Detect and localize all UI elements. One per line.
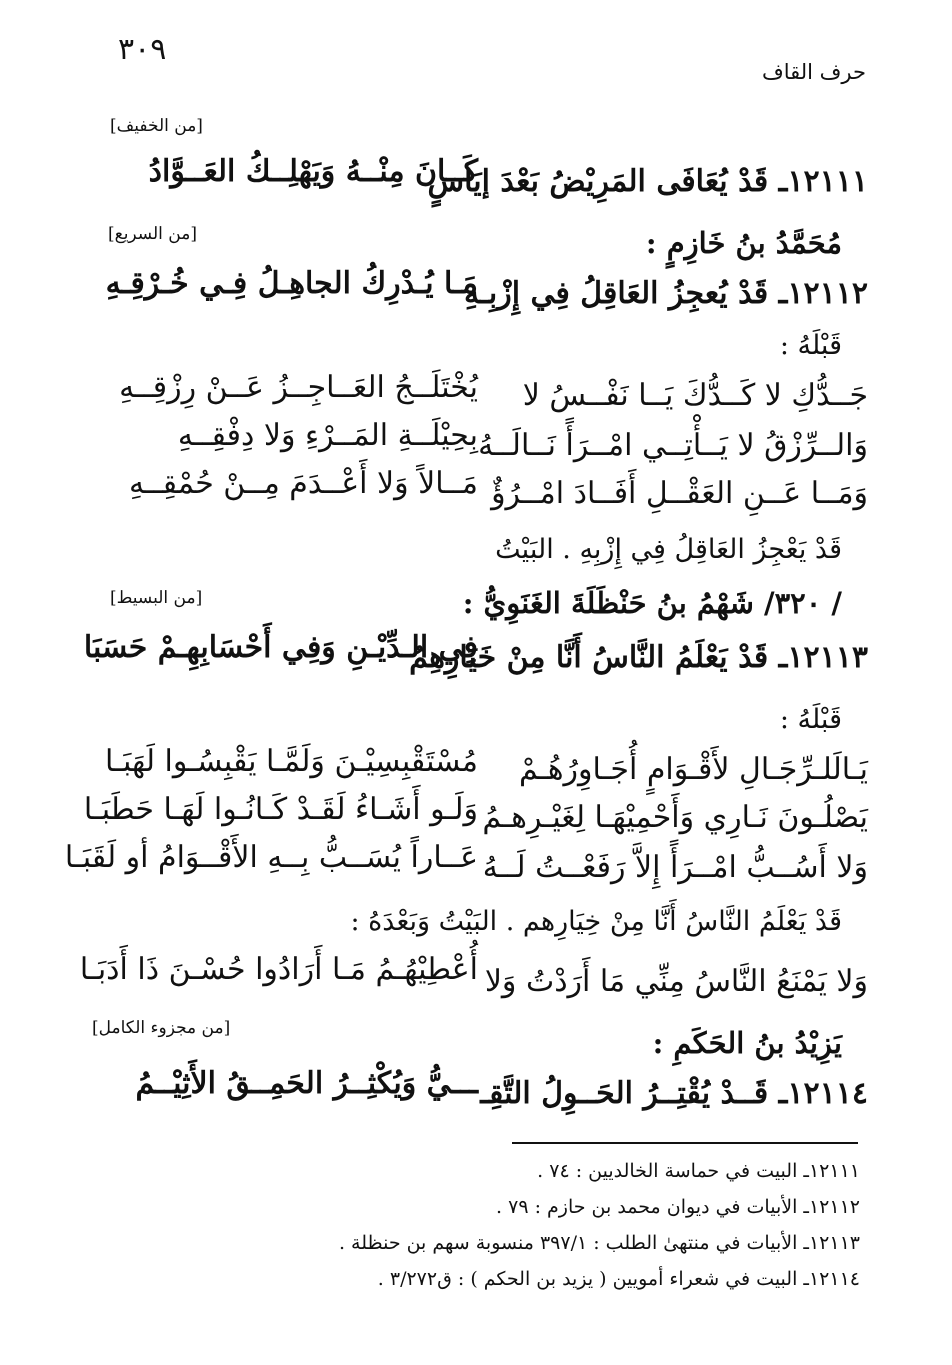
verse-hemistich-right: وَلا أَسُــبُّ امْــرَأً إِلاَّ رَفَعْــتُ لَــهُ: [482, 850, 868, 885]
meter-label: [من السريع]: [108, 224, 197, 244]
meter-label: [من مجزوء الكامل]: [92, 1018, 231, 1038]
verse-hemistich-left: وَلَـو أَشَـاءُ لَقَـدْ كَـانُـوا لَهَـا حَطَبَـا: [83, 792, 478, 827]
verse-hemistich-left: مَـا يُـدْرِكُ الجاهِـلُ فِـي خُـرْقِـهِ: [105, 266, 478, 301]
verse-hemistich-right: وَلا يَمْنَعُ النَّاسُ مِنِّي مَا أَرَدْتُ وَلا: [484, 964, 868, 999]
verse-hemistich-right: وَالــرِّزْقُ لا يَــأْتِــي امْــرَأً نَــالَــهُ: [478, 428, 868, 463]
verse-hemistich-left: يُخْتَلَــجُ العَــاجِــزُ عَــنْ رِزْقِــهِ: [119, 370, 478, 405]
verse-hemistich-right: يَـالَلـرِّجَـالِ لأَقْـوَامٍ أُجَـاوِرُهُـمْ: [518, 752, 868, 787]
commentary-line: قَدْ يَعْجِزُ العَاقِلُ فِي إِزْبِهِ . البَيْتُ: [495, 534, 842, 565]
verse-hemistich-left: بِحِيْلَــةِ المَــرْءِ وَلا دِفْقِــهِ: [177, 418, 478, 453]
verse-hemistich-left: فِي الـدِّيْـنِ وَفِي أَحْسَابِهِـمْ حَسَبَا: [83, 630, 478, 665]
verse-hemistich-right: ١٢١١٣ـ قَدْ يَعْلَمُ النَّاسُ أَنَّا مِنْ خَيَارِهِمُ: [409, 640, 868, 675]
footnote: ١٢١١٣ـ الأبيات في منتهىٰ الطلب : ٣٩٧/١ منسوبة سهم بن حنظلة .: [338, 1232, 860, 1254]
footnote-rule: [512, 1142, 858, 1144]
verse-hemistich-right: جَــدُّكِ لا كَــدُّكَ يَــا نَفْــسُ لا: [522, 378, 868, 413]
verse-hemistich-left: مَــالاً وَلا أَعْــدَمَ مِــنْ حُمْقِــهِ: [129, 466, 478, 501]
footnote: ١٢١١١ـ البيت في حماسة الخالديين : ٧٤ .: [537, 1160, 860, 1182]
running-head: حرف القاف: [761, 60, 866, 84]
poet-name: مُحَمَّدُ بنُ خَازِمٍ :: [645, 226, 842, 260]
verse-hemistich-left: ـــيُّ وَيُكْثِــرُ الحَمِــقُ الأَثِيْــمُ: [135, 1066, 478, 1101]
verse-hemistich-left: أُعْطِيْهُـمُ مَـا أَرَادُوا حُسْـنَ ذَا أَدَبَـا: [79, 952, 478, 987]
verse-hemistich-right: ١٢١١٢ـ قَدْ يُعجِزُ العَاقِلُ فِي إِزْبِـهِ: [464, 276, 868, 311]
footnote: ١٢١١٤ـ البيت في شعراء أمويين ( يزيد بن الحكم ) : ق٣/٢٧٢ .: [377, 1268, 860, 1290]
commentary-line: قَدْ يَعْلَمُ النَّاسُ أَنَّا مِنْ خِيَارِهم . البَيْتُ وَبَعْدَهُ :: [350, 906, 842, 937]
poet-name: / ٣٢٠/ شَهْمُ بنُ حَنْظَلَةَ الغَنَوِيُّ :: [462, 586, 842, 620]
verse-hemistich-left: عَــاراً يُسَــبُّ بِــهِ الأَقْــوَامُ أو لَقَبَـا: [64, 840, 478, 875]
verse-hemistich-left: مُسْتَقْبِسِيْـنَ وَلَمَّـا يَقْبِسُـوا لَهَبَـا: [105, 744, 478, 779]
footnote: ١٢١١٢ـ الأبيات في ديوان محمد بن حازم : ٧٩ .: [496, 1196, 860, 1218]
poet-name: يَزِيْدُ بنُ الحَكَمِ :: [652, 1026, 842, 1060]
meter-label: [من البسيط]: [110, 588, 203, 608]
page-number: ٣٠٩: [118, 32, 167, 67]
verse-hemistich-right: يَصْلُـونَ نَـارِي وَأَحْمِيْهَـا لِغَيْـرِهـمُ: [482, 800, 868, 835]
verse-hemistich-right: ١٢١١١ـ قَدْ يُعَافَى المَرِيْضُ بَعْدَ إيَاسٍ: [427, 164, 868, 199]
meter-label: [من الخفيف]: [110, 116, 203, 136]
before-label: قَبْلَهُ :: [779, 704, 842, 735]
verse-hemistich-right: وَمَــا عَــنِ العَقْــلِ أَفَــادَ امْــرُؤٌ: [491, 476, 868, 511]
verse-hemistich-right: ١٢١١٤ـ قَــدْ يُقْتِــرُ الحَــوِلُ التَّقِـ: [480, 1076, 868, 1111]
verse-hemistich-left: كَــانَ مِنْــهُ وَيَهْلِــكُ العَــوَّادُ: [148, 154, 478, 189]
before-label: قَبْلَهُ :: [779, 330, 842, 361]
